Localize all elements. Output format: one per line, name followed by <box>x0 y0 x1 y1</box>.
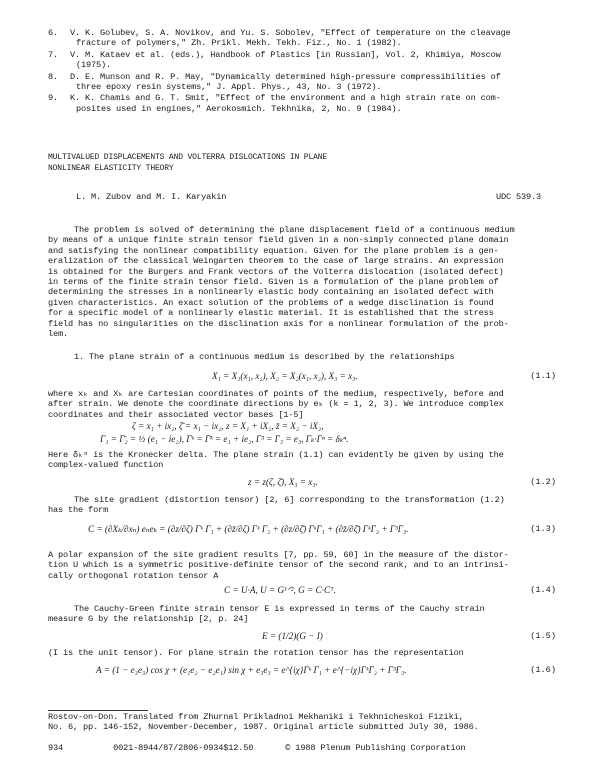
equation-text: Γ₁ = Γ̄₂ = ½ (e₁ − ie₂), Γᵏ = Γ̄ᵏ = e₁ + ie₂, Γ³ = Γ₃ = e₃, Γₖ·Γⁿ = δₖⁿ. <box>100 434 349 444</box>
reference-item <box>48 72 568 93</box>
equation-text: C = (∂Xₖ/∂xₙ) eₙeₖ = (∂z/∂ζ) Γᵏ Γ₁ + (∂z̄/∂ζ) Γᵏ Γ₂ + (∂z/∂ζ̄) ΓᵏΓ₁ + (∂z̄/∂ζ̄) ΓᵏΓ₂ + Γ³Γ₃. <box>88 524 409 534</box>
page-footer <box>48 743 568 753</box>
reference-number: 8. <box>48 71 59 82</box>
reference-text: K. K. Chamis and G. T. Smit, "Effect of the environment and a high strain rate on com- <box>70 93 501 104</box>
page-number: 934 <box>48 743 64 753</box>
equation-vector-bases <box>48 434 568 446</box>
reference-text: D. E. Munson and R. P. May, "Dynamically determined high-pressure compressibilities of <box>70 71 501 82</box>
reference-item <box>48 93 568 114</box>
paragraph <box>48 495 568 516</box>
paragraph-line: tion U which is a symmetric positive-definite tensor of the second rank, and to an intrinsi- <box>48 560 509 571</box>
reference-text: fracture of polymers," Zh. Prikl. Mekh. Tekh. Fiz., No. 1 (1982). <box>76 38 402 49</box>
equation-1-4 <box>48 585 568 597</box>
equation-number: (1.5) <box>530 631 556 641</box>
reference-item <box>48 28 568 49</box>
paragraph <box>48 648 568 658</box>
paragraph <box>48 550 568 581</box>
reference-text: V. M. Kataev et al. (eds.), Handbook of Plastics [in Russian], Vol. 2, Khimiya, Moscow <box>70 49 501 60</box>
equation-text: z = z(ζ, ζ̄), X₃ = x₃. <box>248 477 318 487</box>
equation-text: X₁ = X₁(x₁, x₂), X₂ = X₂(x₁, x₂), X₃ = x₃. <box>212 371 358 381</box>
paragraph-line: (I is the unit tensor). For plane strain the rotation tensor has the representation <box>48 648 464 658</box>
equation-number: (1.1) <box>530 371 556 381</box>
section-1-heading: 1. The plane strain of a continuous medium is described by the relationships <box>74 352 455 362</box>
udc-code: UDC 539.3 <box>496 192 542 202</box>
equation-number: (1.2) <box>530 477 556 487</box>
footnote <box>48 712 568 733</box>
reference-text: posites used in engines," Aerokosmich. Tekhnika, 2, No. 9 (1984). <box>76 103 402 114</box>
footnote-line: No. 6, pp. 146-152, November-December, 1987. Original article submitted July 30, 1986. <box>48 722 479 733</box>
reference-text: (1975). <box>76 60 112 71</box>
paragraph <box>48 389 568 420</box>
equation-1-1 <box>48 371 568 383</box>
abstract-line: for a specific model of a nonlinearly elastic material. It is established that the stress <box>48 308 494 319</box>
article-code: 0021-8944/87/2806-0934$12.50 <box>113 743 254 753</box>
equation-text: ζ = x₁ + ix₂, ζ̄ = x₁ − ix₂, z = X₁ + iX₂, z̄ = X₂ − iX₂, <box>132 421 324 431</box>
abstract-line: determining the stresses in a nonlinearly elastic body containing an isolated defect with <box>48 287 494 298</box>
paragraph <box>48 450 568 471</box>
paragraph-line: complex-valued function <box>48 460 164 471</box>
equation-1-6 <box>48 665 568 677</box>
article-title <box>48 153 327 174</box>
paragraph-line: The site gradient (distortion tensor) [2, 6] corresponding to the transformation (1.2) <box>74 495 505 505</box>
equation-1-2 <box>48 477 568 489</box>
reference-number: 9. <box>48 93 59 104</box>
reference-item <box>48 50 568 71</box>
paragraph-line: after strain. We denote the coordinate directions by eₖ (k = 1, 2, 3). We introduce complex <box>48 399 504 410</box>
paragraph-line: A polar expansion of the site gradient results [7, pp. 59, 60] in the measure of the distor- <box>48 550 509 560</box>
article-authors: L. M. Zubov and M. I. Karyakin <box>76 192 227 202</box>
abstract <box>48 225 568 339</box>
equation-number: (1.4) <box>530 585 556 595</box>
abstract-line: eralization of the classical Weingarten theorem to the case of large strains. An expression <box>48 256 504 267</box>
reference-text: three epoxy resin systems," J. Appl. Phys., 43, No. 3 (1972). <box>76 82 382 93</box>
abstract-line: field has no singularities on the disclination axis for a nonlinear formulation of the prob- <box>48 318 509 329</box>
equation-text: C = U·A, U = G¹ᐟ², G = C·Cᵀ. <box>224 585 336 595</box>
abstract-line: The problem is solved of determining the plane displacement field of a continuous medium <box>74 225 515 235</box>
paragraph <box>48 604 568 625</box>
paragraph-line: measure G by the relationship [2, p. 24] <box>48 614 249 625</box>
section-intro <box>48 352 568 362</box>
footnote-line: Rostov-on-Don. Translated from Zhurnal Prikladnoi Mekhaniki i Tekhnicheskoi Fiziki, <box>48 712 464 722</box>
title-line: NONLINEAR ELASTICITY THEORY <box>48 163 174 173</box>
paragraph-line: has the form <box>48 505 109 516</box>
paragraph-line: The Cauchy-Green finite strain tensor E is expressed in terms of the Cauchy strain <box>74 604 485 614</box>
abstract-line: in terms of the finite strain tensor field. Given is a formulation of the plane problem of <box>48 277 499 288</box>
equation-1-5 <box>48 631 568 643</box>
copyright: © 1988 Plenum Publishing Corporation <box>285 743 466 753</box>
paragraph-line: cally orthogonal rotation tensor A <box>48 570 219 581</box>
equation-number: (1.6) <box>530 665 556 675</box>
reference-number: 7. <box>48 49 59 60</box>
abstract-line: by means of a unique finite strain tensor field given in a non-simply connected plane domain <box>48 235 509 246</box>
paragraph-line: coordinates and their associated vector bases [1-5] <box>48 409 304 420</box>
abstract-line: given characteristics. An exact solution of the problems of a wedge disclination is found <box>48 297 494 308</box>
paragraph-line: Here δₖⁿ is the Kronecker delta. The plane strain (1.1) can evidently be given by using the <box>48 450 504 460</box>
reference-list <box>48 28 568 115</box>
title-line: MULTIVALUED DISPLACEMENTS AND VOLTERRA DISLOCATIONS IN PLANE <box>48 153 328 162</box>
equation-text: A = (1 − e₃e₃) cos χ + (e₁e₂ − e₂e₁) sin χ + e₃e₃ = e^{iχ}Γᵏ Γ₁ + e^{−iχ}ΓᵏΓ₂ + Γ³Γ₃. <box>96 665 407 675</box>
abstract-line: and satisfying the nonlinear compatibility equation. Given for the plane problem is a gen- <box>48 245 499 256</box>
equation-text: E = (1/2)(G − I) <box>262 631 323 641</box>
paragraph-line: where xₖ and Xₖ are Cartesian coordinates of points of the medium, respectively, before and <box>48 389 504 399</box>
abstract-line: is obtained for the Burgers and Frank vectors of the Volterra dislocation (isolated defect) <box>48 266 504 277</box>
abstract-line: lem. <box>48 329 69 340</box>
reference-number: 6. <box>48 28 59 38</box>
equation-1-3 <box>48 521 568 539</box>
reference-text: V. K. Golubev, S. A. Novikov, and Yu. S. Sobolev, "Effect of temperature on the cleavage <box>70 28 511 38</box>
equation-number: (1.3) <box>530 524 556 534</box>
footnote-divider <box>48 710 148 711</box>
equation-complex-coordinates <box>48 421 568 433</box>
